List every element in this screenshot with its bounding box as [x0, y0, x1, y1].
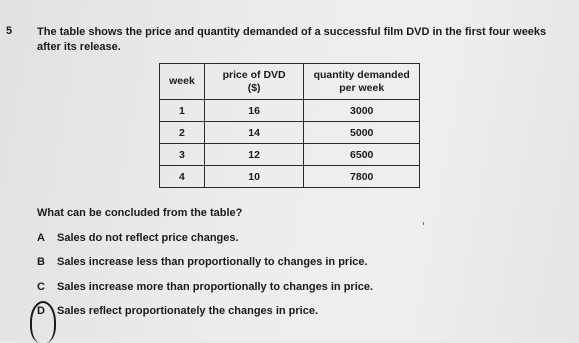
header-price-line-2: ($): [247, 81, 261, 94]
table-row: [160, 166, 420, 188]
cell-price: 16: [204, 100, 304, 122]
header-quantity: [304, 64, 420, 100]
header-price: [204, 64, 304, 100]
option-d-text: Sales reflect proportionately the changes in price.: [57, 305, 319, 317]
cell-quantity: 3000: [304, 100, 420, 122]
header-price-line-1: price of DVD: [222, 68, 286, 81]
table-row: [160, 122, 420, 144]
option-c-letter: C: [37, 281, 45, 293]
table-row: [160, 100, 420, 122]
option-a-letter: A: [37, 232, 45, 244]
header-week: [160, 64, 205, 100]
cell-quantity: 5000: [304, 122, 420, 144]
option-c[interactable]: [37, 281, 373, 293]
cell-price: 10: [204, 166, 304, 188]
cell-quantity: 6500: [304, 144, 420, 166]
table-row: [160, 144, 420, 166]
option-b[interactable]: [37, 256, 368, 268]
option-a[interactable]: [37, 232, 239, 244]
header-week-line-1: week: [169, 75, 195, 87]
stray-pen-mark: [423, 222, 424, 225]
cell-price: 14: [204, 122, 304, 144]
answer-circle-mark: [30, 301, 56, 343]
header-quantity-line-1: quantity demanded: [313, 68, 410, 81]
option-c-text: Sales increase more than proportionally to changes in price.: [57, 281, 374, 293]
option-a-text: Sales do not reflect price changes.: [57, 232, 239, 244]
cell-price: 12: [204, 144, 304, 166]
option-b-letter: B: [37, 256, 45, 268]
price-quantity-table: [159, 63, 420, 188]
option-b-text: Sales increase less than proportionally to changes in price.: [57, 256, 368, 268]
header-quantity-line-2: per week: [339, 81, 385, 94]
question-number: 5: [6, 25, 13, 37]
question-prompt: What can be concluded from the table?: [37, 207, 243, 219]
cell-week: 4: [160, 166, 205, 188]
cell-quantity: 7800: [304, 166, 420, 188]
question-stem: The table shows the price and quantity demanded of a successful film DVD in the first four weeks after its release.: [37, 26, 547, 53]
option-d[interactable]: [37, 305, 318, 317]
cell-week: 3: [160, 144, 205, 166]
table-header-row: [160, 64, 420, 100]
cell-week: 2: [160, 122, 205, 144]
option-d-letter: D: [37, 305, 45, 317]
cell-week: 1: [160, 100, 205, 122]
